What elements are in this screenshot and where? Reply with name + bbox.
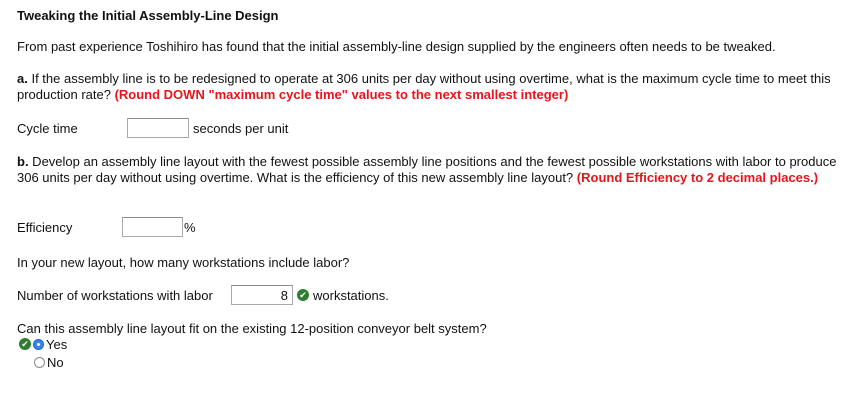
- radio-no[interactable]: [34, 357, 45, 368]
- intro-text: From past experience Toshihiro has found that the initial assembly-line design supplied by the engineers often needs to be tweaked.: [17, 39, 776, 54]
- part-a-question-text: If the assembly line is to be redesigned to operate at 306 units per day without using overtime, what is the maximum cycle time to meet this production rate?: [17, 71, 831, 102]
- efficiency-unit: %: [184, 219, 196, 235]
- option-no[interactable]: [34, 354, 64, 370]
- efficiency-label: Efficiency: [17, 219, 73, 235]
- option-yes[interactable]: [19, 336, 67, 352]
- page-title: Tweaking the Initial Assembly-Line Design: [17, 8, 279, 23]
- workstations-unit: workstations.: [313, 287, 389, 303]
- workstations-input[interactable]: 8: [231, 285, 293, 305]
- cycle-time-row: [17, 118, 288, 138]
- option-no-label: No: [47, 354, 64, 370]
- workstations-question: In your new layout, how many workstations include labor?: [17, 254, 350, 270]
- part-b-instruction: (Round Efficiency to 2 decimal places.): [576, 170, 819, 185]
- cycle-time-input[interactable]: [127, 118, 189, 138]
- correct-check-icon: ✔: [19, 338, 31, 350]
- workstations-row: [17, 285, 389, 305]
- cycle-time-unit: seconds per unit: [193, 120, 289, 136]
- part-a-prefix: a.: [17, 71, 28, 86]
- part-b-prefix: b.: [17, 154, 29, 169]
- correct-check-icon: ✔: [297, 289, 309, 301]
- radio-yes[interactable]: [33, 339, 44, 350]
- option-yes-label: Yes: [46, 336, 68, 352]
- part-b-question: [17, 154, 837, 186]
- workstations-label: Number of workstations with labor: [17, 287, 213, 303]
- conveyor-question: Can this assembly line layout fit on the existing 12-position conveyor belt system?: [17, 320, 487, 336]
- cycle-time-label: Cycle time: [17, 120, 78, 136]
- part-a-question: [17, 71, 837, 103]
- part-a-instruction: (Round DOWN "maximum cycle time" values to the next smallest integer): [114, 87, 569, 102]
- efficiency-input[interactable]: [122, 217, 183, 237]
- efficiency-row: [17, 217, 196, 237]
- part-b-question-text: Develop an assembly line layout with the fewest possible assembly line positions and the fewest possible workstations with labor to produce 306 units per day without using overtime. What is the efficiency of this new assembly line layout?: [17, 154, 837, 185]
